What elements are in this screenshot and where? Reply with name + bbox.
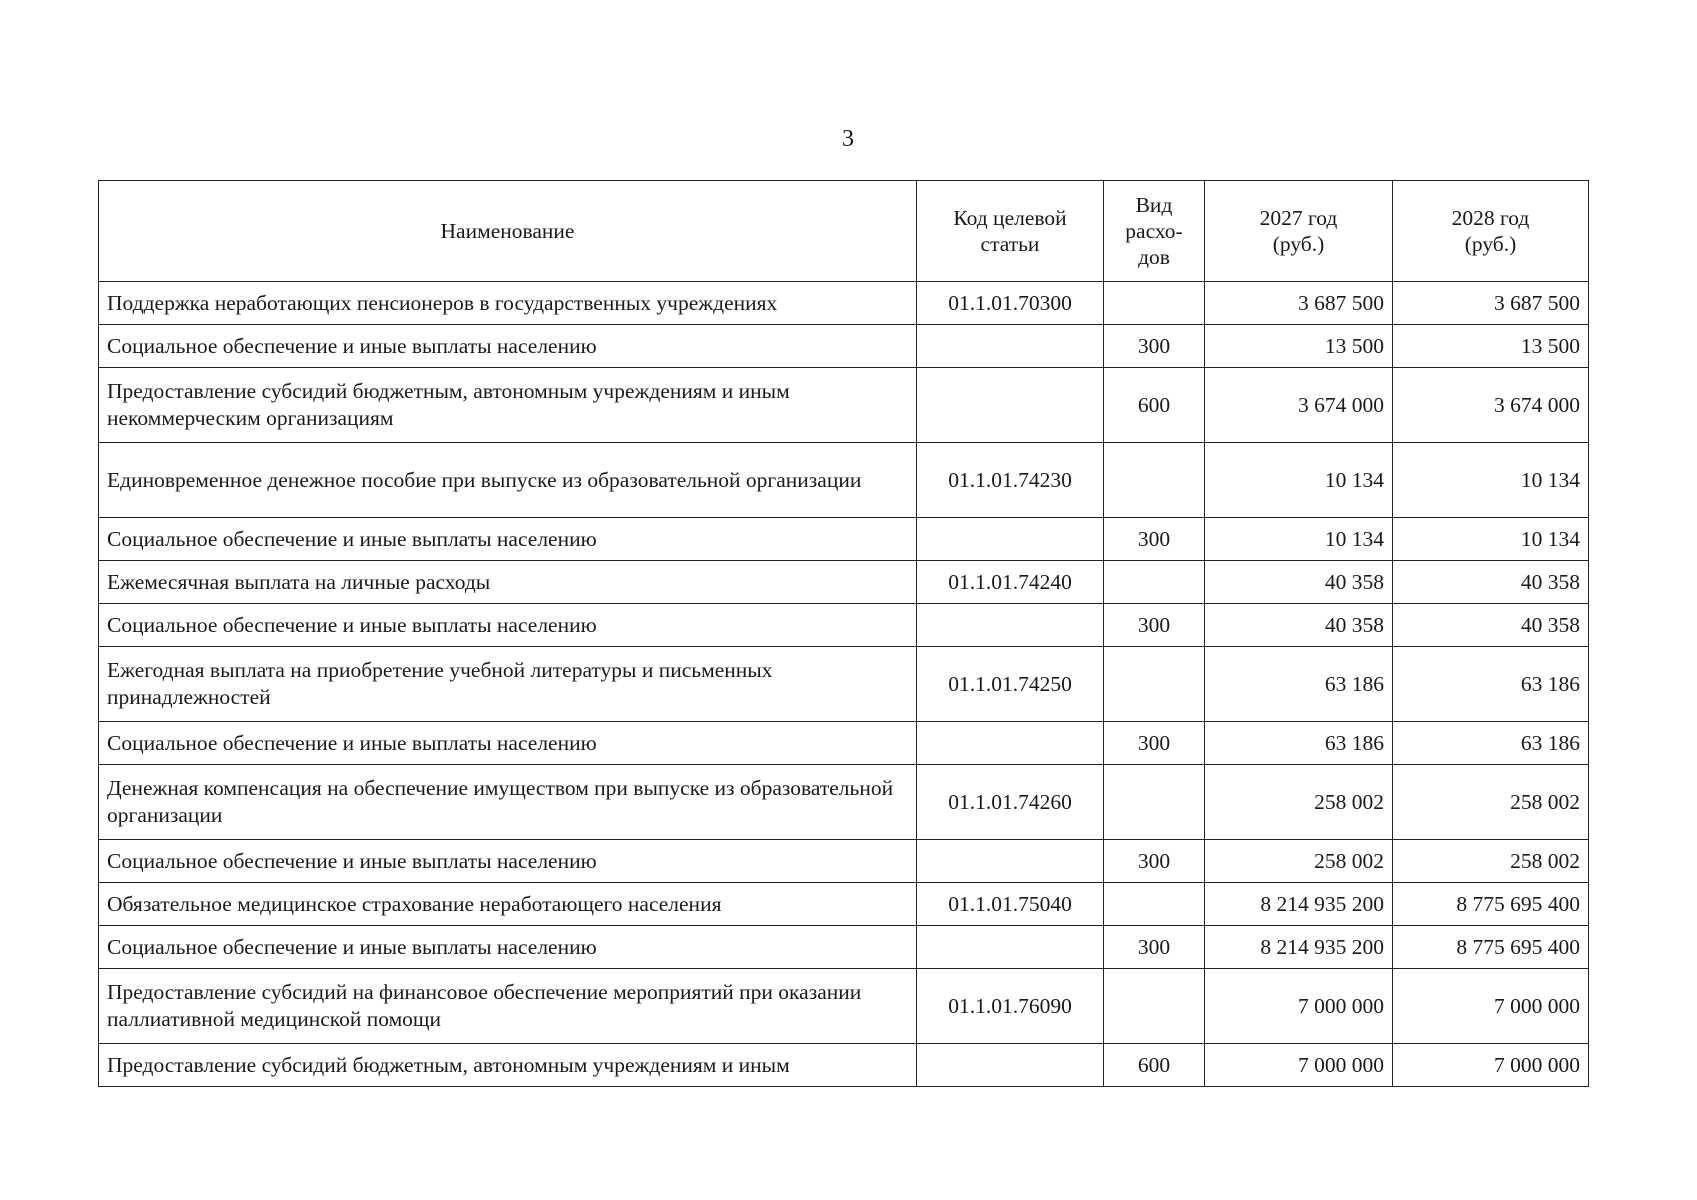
cell-kind: 300 (1104, 722, 1205, 765)
cell-2028: 3 687 500 (1393, 282, 1589, 325)
cell-2028: 63 186 (1393, 722, 1589, 765)
cell-kind: 300 (1104, 926, 1205, 969)
cell-name: Социальное обеспечение и иные выплаты населению (99, 325, 917, 368)
cell-code (917, 518, 1104, 561)
cell-2028: 7 000 000 (1393, 1044, 1589, 1087)
cell-2028: 13 500 (1393, 325, 1589, 368)
cell-2027: 40 358 (1205, 561, 1393, 604)
table-row (99, 325, 1589, 368)
cell-2028: 10 134 (1393, 518, 1589, 561)
table-row (99, 647, 1589, 722)
cell-name: Социальное обеспечение и иные выплаты населению (99, 840, 917, 883)
table-row (99, 368, 1589, 443)
cell-2027: 3 674 000 (1205, 368, 1393, 443)
table-row (99, 765, 1589, 840)
cell-name: Предоставление субсидий на финансовое обеспечение мероприятий при оказании паллиативной медицинской помощи (99, 969, 917, 1044)
cell-name: Социальное обеспечение и иные выплаты населению (99, 604, 917, 647)
cell-code: 01.1.01.74260 (917, 765, 1104, 840)
cell-code (917, 368, 1104, 443)
table-row (99, 561, 1589, 604)
cell-code (917, 1044, 1104, 1087)
cell-2027: 63 186 (1205, 722, 1393, 765)
header-name-text: Наименование (440, 219, 575, 243)
cell-name: Социальное обеспечение и иные выплаты населению (99, 518, 917, 561)
cell-2028: 40 358 (1393, 561, 1589, 604)
cell-kind: 300 (1104, 604, 1205, 647)
cell-name: Обязательное медицинское страхование неработающего населения (99, 883, 917, 926)
cell-kind: 600 (1104, 1044, 1205, 1087)
header-name (99, 181, 917, 282)
table-row (99, 518, 1589, 561)
cell-code: 01.1.01.76090 (917, 969, 1104, 1044)
cell-code (917, 840, 1104, 883)
cell-2027: 10 134 (1205, 443, 1393, 518)
header-year-2028-text: 2028 год (руб.) (1451, 206, 1530, 256)
page-number: 3 (842, 126, 854, 152)
header-year-2028 (1393, 181, 1589, 282)
cell-2027: 13 500 (1205, 325, 1393, 368)
cell-2027: 10 134 (1205, 518, 1393, 561)
cell-2028: 63 186 (1393, 647, 1589, 722)
cell-kind (1104, 282, 1205, 325)
cell-code: 01.1.01.75040 (917, 883, 1104, 926)
cell-code (917, 722, 1104, 765)
cell-kind (1104, 443, 1205, 518)
table-row (99, 604, 1589, 647)
cell-2027: 7 000 000 (1205, 969, 1393, 1044)
cell-code (917, 325, 1104, 368)
cell-code: 01.1.01.74240 (917, 561, 1104, 604)
cell-2027: 8 214 935 200 (1205, 926, 1393, 969)
header-year-2027 (1205, 181, 1393, 282)
cell-code: 01.1.01.74250 (917, 647, 1104, 722)
table-row (99, 722, 1589, 765)
table-row (99, 443, 1589, 518)
cell-2027: 3 687 500 (1205, 282, 1393, 325)
cell-kind (1104, 883, 1205, 926)
cell-kind: 600 (1104, 368, 1205, 443)
header-code (917, 181, 1104, 282)
cell-2028: 8 775 695 400 (1393, 926, 1589, 969)
cell-name: Предоставление субсидий бюджетным, автономным учреждениям и иным некоммерческим организациям (99, 368, 917, 443)
cell-2028: 258 002 (1393, 765, 1589, 840)
header-kind-text: Вид расхо-дов (1125, 193, 1183, 269)
cell-2028: 3 674 000 (1393, 368, 1589, 443)
cell-2028: 10 134 (1393, 443, 1589, 518)
budget-table (98, 180, 1589, 1087)
cell-name: Ежемесячная выплата на личные расходы (99, 561, 917, 604)
cell-kind: 300 (1104, 518, 1205, 561)
cell-name: Денежная компенсация на обеспечение имуществом при выпуске из образовательной организации (99, 765, 917, 840)
cell-name: Социальное обеспечение и иные выплаты населению (99, 722, 917, 765)
cell-kind (1104, 765, 1205, 840)
cell-name: Социальное обеспечение и иные выплаты населению (99, 926, 917, 969)
cell-code (917, 604, 1104, 647)
table-header-row (99, 181, 1589, 282)
cell-2028: 8 775 695 400 (1393, 883, 1589, 926)
cell-2027: 8 214 935 200 (1205, 883, 1393, 926)
cell-kind (1104, 969, 1205, 1044)
cell-code: 01.1.01.74230 (917, 443, 1104, 518)
header-year-2027-text: 2027 год (руб.) (1259, 206, 1338, 256)
cell-kind: 300 (1104, 325, 1205, 368)
cell-2027: 258 002 (1205, 765, 1393, 840)
cell-2027: 40 358 (1205, 604, 1393, 647)
cell-name: Ежегодная выплата на приобретение учебной литературы и письменных принадлежностей (99, 647, 917, 722)
cell-2028: 40 358 (1393, 604, 1589, 647)
table-row (99, 883, 1589, 926)
header-code-text: Код целевой статьи (953, 206, 1067, 256)
table-row (99, 840, 1589, 883)
cell-2028: 7 000 000 (1393, 969, 1589, 1044)
cell-kind (1104, 561, 1205, 604)
cell-2027: 63 186 (1205, 647, 1393, 722)
cell-2027: 7 000 000 (1205, 1044, 1393, 1087)
cell-name: Поддержка неработающих пенсионеров в государственных учреждениях (99, 282, 917, 325)
cell-code (917, 926, 1104, 969)
table-row (99, 969, 1589, 1044)
table-row (99, 1044, 1589, 1087)
table-row (99, 282, 1589, 325)
cell-2027: 258 002 (1205, 840, 1393, 883)
cell-kind (1104, 647, 1205, 722)
cell-2028: 258 002 (1393, 840, 1589, 883)
header-kind (1104, 181, 1205, 282)
cell-name: Предоставление субсидий бюджетным, автономным учреждениям и иным (99, 1044, 917, 1087)
cell-kind: 300 (1104, 840, 1205, 883)
cell-code: 01.1.01.70300 (917, 282, 1104, 325)
cell-name: Единовременное денежное пособие при выпуске из образовательной организации (99, 443, 917, 518)
table-row (99, 926, 1589, 969)
